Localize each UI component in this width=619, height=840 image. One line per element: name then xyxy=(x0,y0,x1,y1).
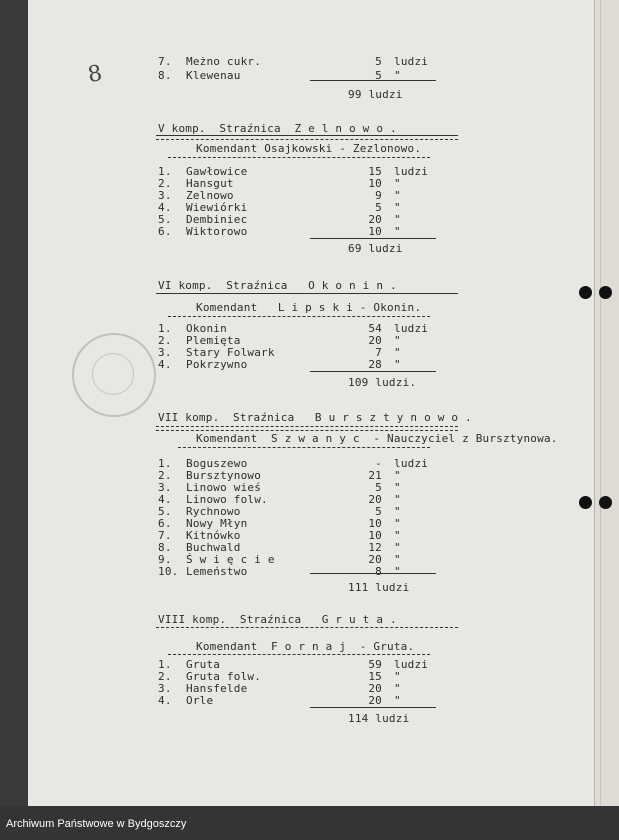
punch-hole xyxy=(599,286,612,299)
list-item-count: 59 xyxy=(368,658,382,671)
list-item-unit: " xyxy=(394,481,401,494)
list-item-place: Buchwald xyxy=(186,541,241,554)
list-item-count: 12 xyxy=(368,541,382,554)
list-item-place: Wiewiórki xyxy=(186,201,248,214)
list-item-number: 3. xyxy=(158,346,172,359)
list-item-unit: " xyxy=(394,493,401,506)
section-total: 114 ludzi xyxy=(348,712,410,725)
list-item-unit: " xyxy=(394,517,401,530)
list-item-number: 2. xyxy=(158,670,172,683)
total-rule xyxy=(310,371,436,372)
list-item-place: Rychnowo xyxy=(186,505,241,518)
list-item-unit: ludzi xyxy=(394,55,429,68)
list-item-place: Wiktorowo xyxy=(186,225,248,238)
list-item-place: Linowo folw. xyxy=(186,493,268,506)
archive-footer xyxy=(0,806,619,840)
list-item-number: 2. xyxy=(158,469,172,482)
total-rule xyxy=(310,238,436,239)
section-title-rule xyxy=(156,139,458,140)
list-item-count: 10 xyxy=(368,529,382,542)
commander-line: Komendant S z w a n y c - Nauczyciel z Bursztynowa. xyxy=(196,432,558,445)
list-item-place: Gruta folw. xyxy=(186,670,262,683)
list-item-count: 20 xyxy=(368,682,382,695)
list-item-place: Pokrzywno xyxy=(186,358,248,371)
list-item-unit: " xyxy=(394,565,401,578)
list-item-unit: " xyxy=(394,541,401,554)
list-item-place: Zelnowo xyxy=(186,189,234,202)
commander-line: Komendant L i p s k i - Okonin. xyxy=(196,301,422,314)
list-item-number: 6. xyxy=(158,225,172,238)
list-item-unit: " xyxy=(394,505,401,518)
section-total: 111 ludzi xyxy=(348,581,410,594)
commander-line: Komendant Osajkowski - Zezlonowo. xyxy=(196,142,422,155)
list-item-count: 21 xyxy=(368,469,382,482)
list-item-count: 9 xyxy=(375,189,382,202)
punch-hole xyxy=(579,496,592,509)
list-item-number: 5. xyxy=(158,213,172,226)
section-title-rule xyxy=(156,293,458,294)
section-total: 109 ludzi. xyxy=(348,376,417,389)
list-item-count: 20 xyxy=(368,553,382,566)
list-item-number: 4. xyxy=(158,493,172,506)
commander-line: Komendant F o r n a j - Gruta. xyxy=(196,640,415,653)
list-item-count: 20 xyxy=(368,493,382,506)
list-item-number: 9. xyxy=(158,553,172,566)
list-item-count: 5 xyxy=(375,505,382,518)
list-item-number: 5. xyxy=(158,505,172,518)
list-item-place: Gawłowice xyxy=(186,165,248,178)
section-title-rule xyxy=(156,135,458,136)
list-item-count: 20 xyxy=(368,694,382,707)
section-title-rule xyxy=(156,627,458,628)
section-total: 99 ludzi xyxy=(348,88,403,101)
list-item-count: 10 xyxy=(368,517,382,530)
list-item-count: 20 xyxy=(368,213,382,226)
list-item-place: Linowo wieś xyxy=(186,481,262,494)
list-item-count: - xyxy=(375,457,382,470)
list-item-number: 3. xyxy=(158,682,172,695)
list-item-place: Gruta xyxy=(186,658,221,671)
list-item-place: Lemeństwo xyxy=(186,565,248,578)
list-item-number: 8. xyxy=(158,69,172,82)
list-item-place: Hansfelde xyxy=(186,682,248,695)
list-item-count: 54 xyxy=(368,322,382,335)
list-item-count: 8 xyxy=(375,565,382,578)
list-item-number: 1. xyxy=(158,322,172,335)
list-item-count: 5 xyxy=(375,69,382,82)
list-item-unit: " xyxy=(394,358,401,371)
list-item-unit: " xyxy=(394,189,401,202)
list-item-number: 1. xyxy=(158,165,172,178)
archive-name: Archiwum Państwowe w Bydgoszczy xyxy=(6,818,187,830)
section-title-rule xyxy=(156,430,458,431)
list-item-unit: " xyxy=(394,694,401,707)
list-item-place: Meżno cukr. xyxy=(186,55,262,68)
list-item-count: 7 xyxy=(375,346,382,359)
section-title-rule xyxy=(156,426,458,427)
list-item-place: Bursztynowo xyxy=(186,469,262,482)
list-item-place: Okonin xyxy=(186,322,227,335)
list-item-place: Orle xyxy=(186,694,214,707)
list-item-unit: " xyxy=(394,670,401,683)
handwritten-page-number: 8 xyxy=(85,60,105,89)
list-item-count: 15 xyxy=(368,670,382,683)
commander-rule xyxy=(168,316,430,317)
list-item-unit: " xyxy=(394,177,401,190)
total-rule xyxy=(310,80,436,81)
list-item-place: Boguszewo xyxy=(186,457,248,470)
list-item-place: Kitnówko xyxy=(186,529,241,542)
list-item-number: 3. xyxy=(158,189,172,202)
list-item-unit: " xyxy=(394,682,401,695)
list-item-number: 4. xyxy=(158,358,172,371)
list-item-number: 6. xyxy=(158,517,172,530)
list-item-number: 1. xyxy=(158,457,172,470)
punch-hole xyxy=(579,286,592,299)
list-item-count: 28 xyxy=(368,358,382,371)
list-item-unit: ludzi xyxy=(394,457,429,470)
list-item-number: 7. xyxy=(158,55,172,68)
list-item-unit: " xyxy=(394,469,401,482)
section-title: VII komp. Straźnica B u r s z t y n o w o . xyxy=(158,411,472,424)
list-item-number: 8. xyxy=(158,541,172,554)
list-item-number: 7. xyxy=(158,529,172,542)
list-item-unit: " xyxy=(394,529,401,542)
next-page-edge xyxy=(594,0,619,806)
list-item-unit: " xyxy=(394,69,401,82)
document-page xyxy=(28,0,594,806)
list-item-unit: " xyxy=(394,213,401,226)
list-item-unit: ludzi xyxy=(394,322,429,335)
list-item-number: 3. xyxy=(158,481,172,494)
commander-rule xyxy=(168,157,430,158)
list-item-unit: " xyxy=(394,201,401,214)
list-item-unit: " xyxy=(394,553,401,566)
section-title: VI komp. Straźnica O k o n i n . xyxy=(158,279,397,292)
list-item-place: Hansgut xyxy=(186,177,234,190)
list-item-number: 2. xyxy=(158,334,172,347)
list-item-count: 10 xyxy=(368,225,382,238)
list-item-number: 2. xyxy=(158,177,172,190)
list-item-count: 5 xyxy=(375,201,382,214)
list-item-number: 4. xyxy=(158,694,172,707)
list-item-count: 5 xyxy=(375,55,382,68)
punch-hole xyxy=(599,496,612,509)
list-item-count: 20 xyxy=(368,334,382,347)
section-title: V komp. Straźnica Z e l n o w o . xyxy=(158,122,397,135)
list-item-number: 10. xyxy=(158,565,179,578)
list-item-unit: ludzi xyxy=(394,165,429,178)
commander-rule xyxy=(178,447,430,448)
list-item-number: 4. xyxy=(158,201,172,214)
faded-stamp xyxy=(72,333,156,417)
list-item-unit: " xyxy=(394,346,401,359)
list-item-place: Ś w i ę c i e xyxy=(186,553,275,566)
section-total: 69 ludzi xyxy=(348,242,403,255)
list-item-place: Dembiniec xyxy=(186,213,248,226)
list-item-place: Plemięta xyxy=(186,334,241,347)
list-item-place: Klewenau xyxy=(186,69,241,82)
list-item-count: 15 xyxy=(368,165,382,178)
list-item-number: 1. xyxy=(158,658,172,671)
total-rule xyxy=(310,707,436,708)
commander-rule xyxy=(168,654,430,655)
list-item-place: Nowy Młyn xyxy=(186,517,248,530)
list-item-place: Stary Folwark xyxy=(186,346,275,359)
list-item-unit: ludzi xyxy=(394,658,429,671)
section-title: VIII komp. Straźnica G r u t a . xyxy=(158,613,397,626)
list-item-unit: " xyxy=(394,334,401,347)
list-item-count: 5 xyxy=(375,481,382,494)
total-rule xyxy=(310,573,436,574)
list-item-unit: " xyxy=(394,225,401,238)
list-item-count: 10 xyxy=(368,177,382,190)
